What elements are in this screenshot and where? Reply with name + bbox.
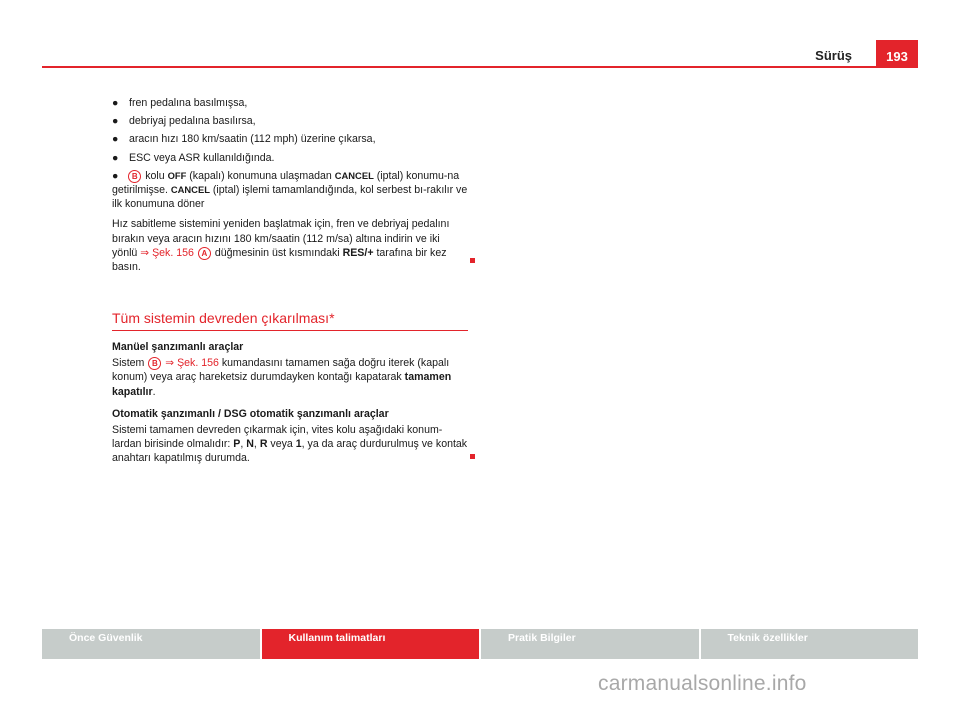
list-item: ● fren pedalına basılmışsa,	[112, 97, 248, 109]
end-marker	[470, 454, 475, 459]
tab-safety[interactable]: Önce Güvenlik	[42, 629, 260, 659]
list-item: ● debriyaj pedalına basılırsa,	[112, 115, 256, 128]
control-b-badge: B	[128, 170, 141, 183]
auto-paragraph: Sistemi tamamen devreden çıkarmak için, vites kolu aşağıdaki konum-lardan birisinde olmalıdır: P, N, R veya 1, ya da araç durdurulmuş ve kontak anahtarı kapatılmış durumda.	[112, 424, 468, 465]
chapter-title: Sürüş	[815, 48, 852, 63]
section-title: Tüm sistemin devreden çıkarılması*	[112, 310, 468, 331]
tab-practical[interactable]: Pratik Bilgiler	[481, 629, 699, 659]
main-text	[112, 96, 468, 274]
end-marker	[470, 258, 475, 263]
restart-paragraph: Hız sabitleme sistemini yeniden başlatmak için, fren ve debriyaj pedalını bırakın veya aracın hızını 180 km/saatin (112 m/sa) altına indirin ve iki yönlü ⇒ Şek. 156 A düğmesinin üst kısmındaki RES/+ tarafına bir kez basın.	[112, 218, 450, 274]
control-a-badge: A	[198, 247, 211, 260]
bullet-icon: ●	[112, 169, 119, 182]
bullet-icon: ●	[112, 97, 119, 109]
bullet-icon: ●	[112, 133, 119, 146]
manual-paragraph: Sistem B ⇒ Şek. 156 kumandasını tamamen sağa doğru iterek (kapalı konum) veya araç hareketsiz durumdayken kontağı kapatarak tamamen kapatılır.	[112, 357, 452, 398]
list-item: ● B kolu OFF (kapalı) konumuna ulaşmadan CANCEL (iptal) konumu-na getirilmişse. CANCEL (iptal) işlemi tamamlandığında, kol serbest bı-rakılır ve ilk konumuna döner	[112, 169, 468, 211]
figure-ref-link[interactable]: ⇒ Şek. 156	[162, 357, 219, 370]
list-item: ● aracın hızı 180 km/saatin (112 mph) üzerine çıkarsa,	[112, 133, 376, 146]
header-rule	[42, 66, 918, 68]
section-body	[112, 340, 468, 474]
bullet-icon: ●	[112, 115, 119, 128]
footer-nav	[42, 629, 918, 659]
tab-technical[interactable]: Teknik özellikler	[701, 629, 919, 659]
control-b-badge: B	[148, 357, 161, 370]
bullet-icon: ●	[112, 151, 119, 164]
subheading-auto: Otomatik şanzımanlı / DSG otomatik şanzımanlı araçlar	[112, 407, 389, 420]
tab-operation[interactable]: Kullanım talimatları	[262, 629, 480, 659]
list-item: ● ESC veya ASR kullanıldığında.	[112, 151, 275, 164]
figure-ref-link[interactable]: ⇒ Şek. 156	[140, 246, 194, 259]
watermark: carmanualsonline.info	[598, 672, 807, 695]
page-number: 193	[876, 40, 918, 68]
subheading-manual: Manüel şanzımanlı araçlar	[112, 341, 244, 353]
